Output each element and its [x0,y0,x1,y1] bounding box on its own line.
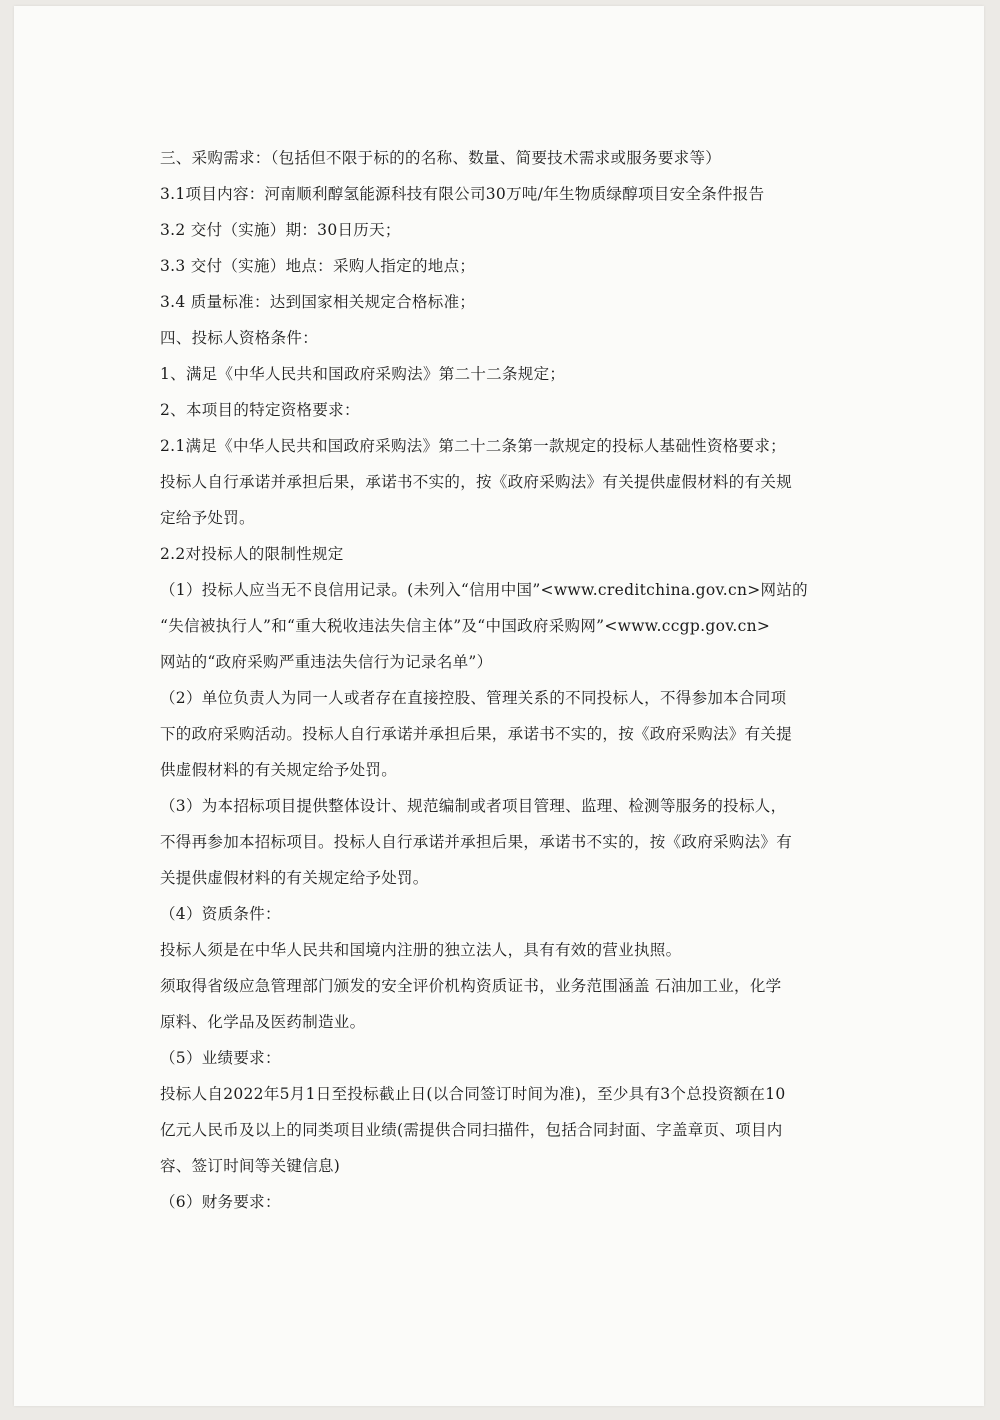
qualification-heading: （4）资质条件： [160,905,281,923]
restriction-1-line-1: （1）投标人应当无不良信用记录。(未列入“信用中国”<www.creditchina.gov.cn>网站的 [160,581,808,599]
item-3-3: 3.3 交付（实施）地点：采购人指定的地点； [160,257,476,275]
item-1: 1、满足《中华人民共和国政府采购法》第二十二条规定； [160,365,566,383]
qualification-line-1: 投标人须是在中华人民共和国境内注册的独立法人，具有有效的营业执照。 [160,941,682,959]
item-2: 2、本项目的特定资格要求： [160,401,360,419]
section-heading-procurement: 三、采购需求：（包括但不限于标的的名称、数量、简要技术需求或服务要求等） [160,149,722,167]
item-3-1: 3.1项目内容：河南顺利醇氢能源科技有限公司30万吨/年生物质绿醇项目安全条件报告 [160,185,765,203]
financial-heading: （6）财务要求： [160,1193,281,1211]
restriction-1-line-3: 网站的“政府采购严重违法失信行为记录名单”） [160,653,493,671]
performance-line-3: 容、签订时间等关键信息) [160,1157,341,1175]
item-2-2: 2.2对投标人的限制性规定 [160,545,344,563]
restriction-3-line-1: （3）为本招标项目提供整体设计、规范编制或者项目管理、监理、检测等服务的投标人， [160,797,787,815]
document-page [14,6,984,1406]
restriction-3-line-2: 不得再参加本招标项目。投标人自行承诺并承担后果，承诺书不实的，按《政府采购法》有 [160,833,793,851]
document-body [160,140,840,1220]
item-2-1-line-2: 投标人自行承诺并承担后果，承诺书不实的，按《政府采购法》有关提供虚假材料的有关规 [160,473,793,491]
restriction-1-line-2: “失信被执行人”和“重大税收违法失信主体”及“中国政府采购网”<www.ccgp.gov.cn> [160,617,771,635]
qualification-line-3: 原料、化学品及医药制造业。 [160,1013,366,1031]
item-2-1: 2.1满足《中华人民共和国政府采购法》第二十二条第一款规定的投标人基础性资格要求； [160,437,786,455]
restriction-3-line-3: 关提供虚假材料的有关规定给予处罚。 [160,869,429,887]
restriction-2-line-1: （2）单位负责人为同一人或者存在直接控股、管理关系的不同投标人，不得参加本合同项 [160,689,787,707]
performance-line-2: 亿元人民币及以上的同类项目业绩(需提供合同扫描件，包括合同封面、字盖章页、项目内 [160,1121,783,1139]
qualification-line-2: 须取得省级应急管理部门颁发的安全评价机构资质证书，业务范围涵盖 石油加工业，化学 [160,977,782,995]
restriction-2-line-2: 下的政府采购活动。投标人自行承诺并承担后果，承诺书不实的，按《政府采购法》有关提 [160,725,793,743]
section-heading-qualification: 四、投标人资格条件： [160,329,319,347]
item-3-2: 3.2 交付（实施）期：30日历天； [160,221,401,239]
item-2-1-line-3: 定给予处罚。 [160,509,255,527]
restriction-2-line-3: 供虚假材料的有关规定给予处罚。 [160,761,398,779]
item-3-4: 3.4 质量标准：达到国家相关规定合格标准； [160,293,476,311]
performance-line-1: 投标人自2022年5月1日至投标截止日(以合同签订时间为准)，至少具有3个总投资额在10 [160,1085,786,1103]
performance-heading: （5）业绩要求： [160,1049,281,1067]
